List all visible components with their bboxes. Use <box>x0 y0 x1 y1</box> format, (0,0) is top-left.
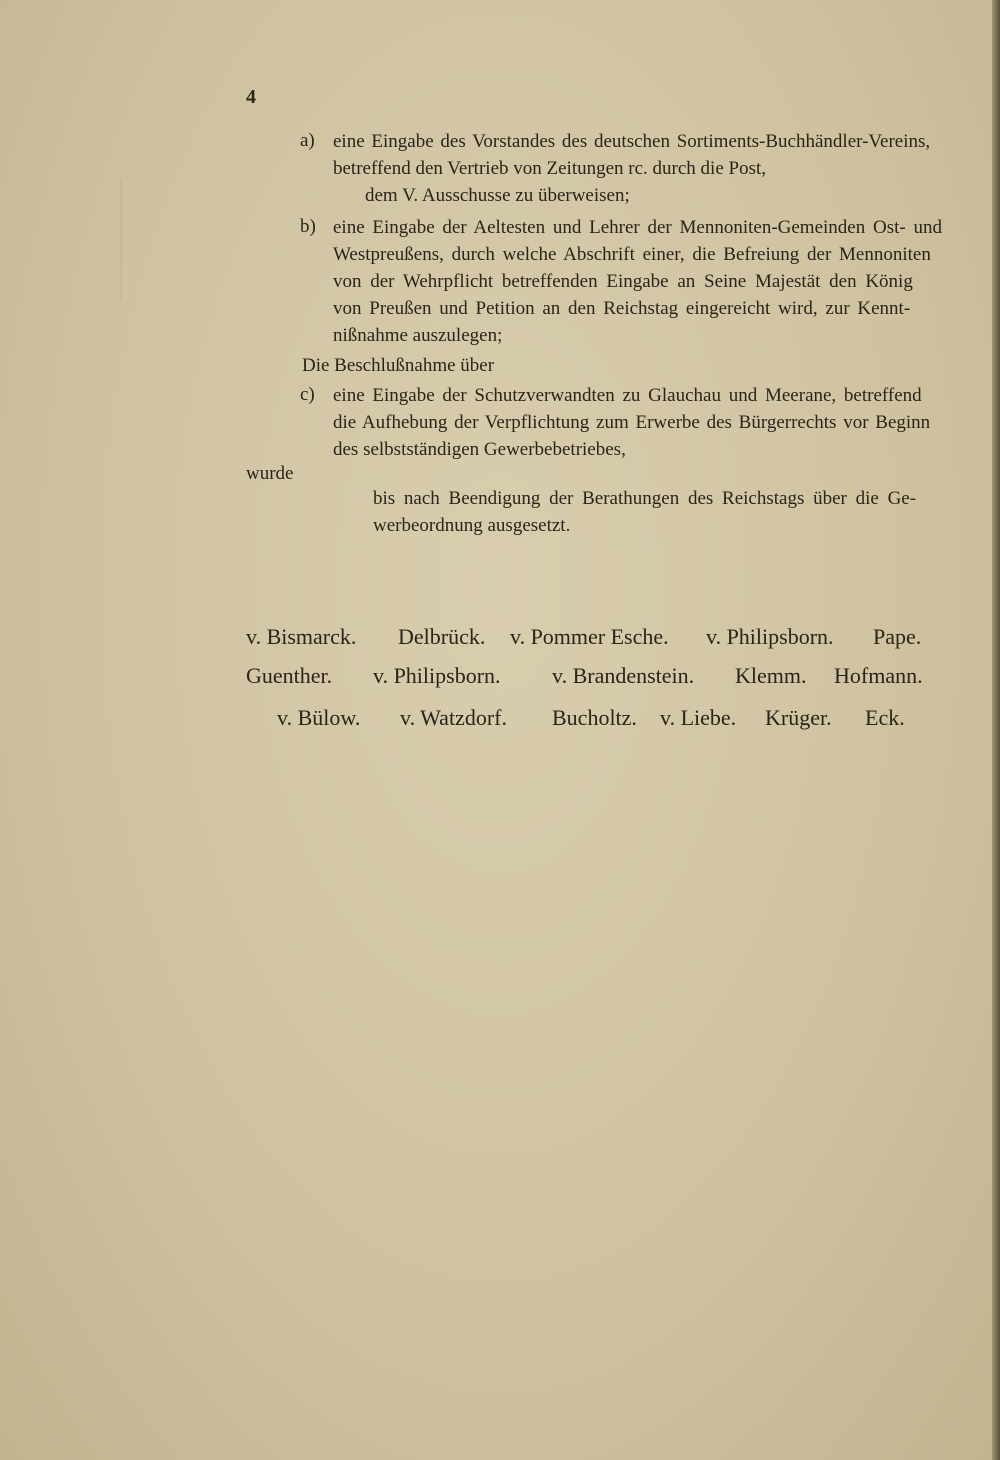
item-c-line-1: eine Eingabe der Schutzverwandten zu Glauchau und Meerane, betreffend <box>333 385 922 406</box>
signature-eck: Eck. <box>865 705 905 730</box>
item-b-line-4: von Preußen und Petition an den Reichstag eingereicht wird, zur Kennt- <box>333 298 911 319</box>
signature-delbrueck: Delbrück. <box>398 624 486 649</box>
show-through-left-1 <box>120 180 242 300</box>
conclusion-line-1: bis nach Beendigung der Berathungen des Reichstags über die Ge- <box>373 488 917 509</box>
signature-bismarck: v. Bismarck. <box>246 624 357 649</box>
item-a-line-2: betreffend den Vertrieb von Zeitungen rc. durch die Post, <box>333 158 767 179</box>
signature-liebe: v. Liebe. <box>660 705 737 730</box>
page-edge-shadow <box>992 0 1000 1460</box>
page-number: 4 <box>246 86 256 108</box>
signature-philipsborn-1: v. Philipsborn. <box>706 624 834 649</box>
item-b-line-3: von der Wehrpflicht betreffenden Eingabe an Seine Majestät den König <box>333 271 913 292</box>
signature-hofmann: Hofmann. <box>834 663 923 688</box>
signature-watzdorf: v. Watzdorf. <box>400 705 507 730</box>
item-b-line-2: Westpreußens, durch welche Abschrift einer, die Befreiung der Mennoniten <box>333 244 931 265</box>
item-a-marker: a) <box>300 130 315 151</box>
signature-krueger: Krüger. <box>765 705 832 730</box>
signature-buelow: v. Bülow. <box>277 705 361 730</box>
item-a-line-3: dem V. Ausschusse zu überweisen; <box>365 185 630 206</box>
signature-philipsborn-2: v. Philipsborn. <box>373 663 501 688</box>
item-c-marker: c) <box>300 384 315 405</box>
signature-bucholtz: Bucholtz. <box>552 705 637 730</box>
item-b-line-5: nißnahme auszulegen; <box>333 325 503 346</box>
signature-klemm: Klemm. <box>735 663 807 688</box>
item-c-line-3: des selbstständigen Gewerbebetriebes, <box>333 439 626 460</box>
item-a-line-1: eine Eingabe des Vorstandes des deutschen Sortiments-Buchhändler-Vereins, <box>333 131 931 152</box>
item-b-marker: b) <box>300 216 316 237</box>
signature-guenther: Guenther. <box>246 663 333 688</box>
conclusion-line-2: werbeordnung ausgesetzt. <box>373 515 571 536</box>
item-b-line-1: eine Eingabe der Aeltesten und Lehrer der Mennoniten-Gemeinden Ost- und <box>333 217 942 238</box>
signature-pape: Pape. <box>873 624 922 649</box>
intro-c: Die Beschlußnahme über <box>302 355 495 376</box>
signature-pommer-esche: v. Pommer Esche. <box>510 624 669 649</box>
signature-brandenstein: v. Brandenstein. <box>552 663 695 688</box>
wurde-label: wurde <box>246 463 294 484</box>
item-c-line-2: die Aufhebung der Verpflichtung zum Erwerbe des Bürgerrechts vor Beginn <box>333 412 931 433</box>
